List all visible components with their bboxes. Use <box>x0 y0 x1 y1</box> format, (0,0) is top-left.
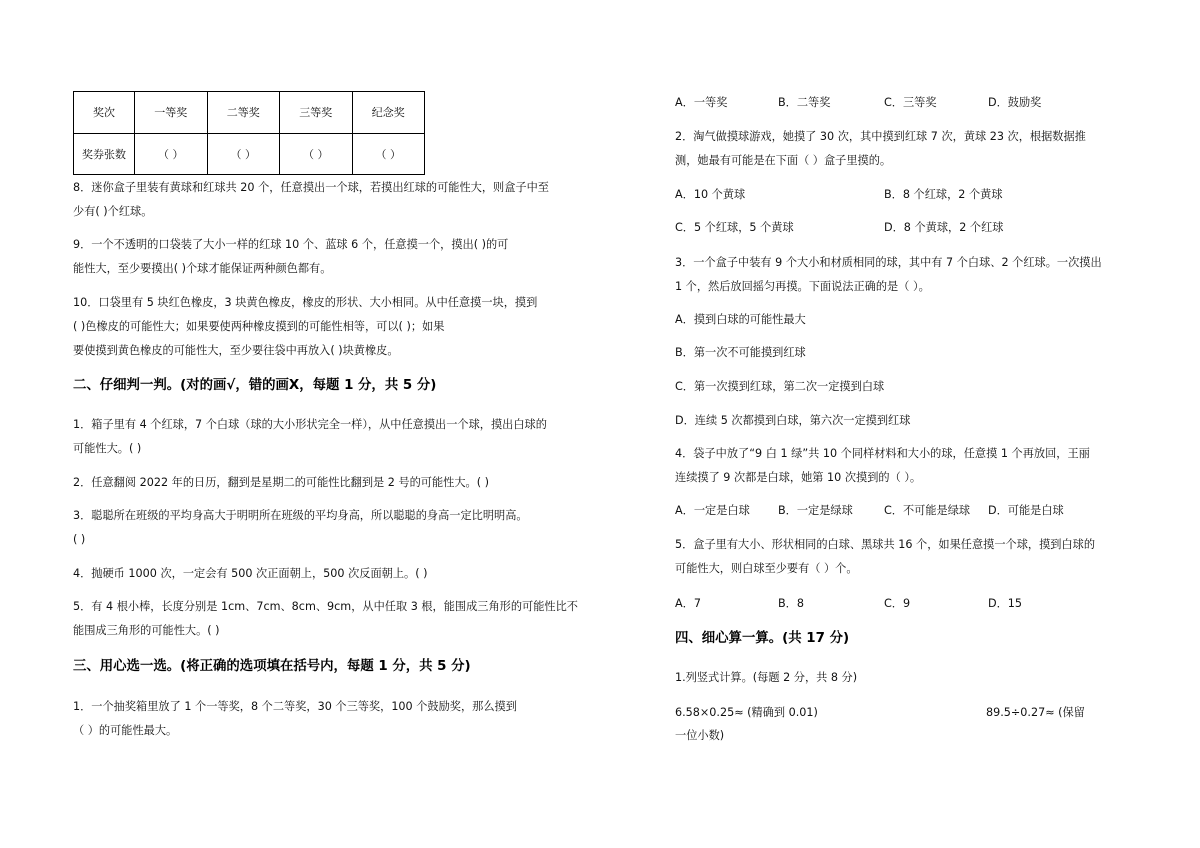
choice-2-option-c: C．5 个红球，5 个黄球 <box>675 221 794 234</box>
choice-2-line-1: 2．淘气做摸球游戏，她摸了 30 次，其中摸到红球 7 次，黄球 23 次，根据数据推 <box>675 130 1086 143</box>
calc-problem-2-continued: 一位小数) <box>675 729 725 742</box>
judge-5-line-2: 能围成三角形的可能性大。( ) <box>73 624 220 637</box>
choice-4-line-1: 4．袋子中放了“9 白 1 绿”共 10 个同样材料和大小的球，任意摸 1 个再放回，王丽 <box>675 447 1090 460</box>
choice-4-option-a: A．一定是白球 <box>675 504 750 517</box>
judge-3-line-1: 3．聪聪所在班级的平均身高大于明明所在班级的平均身高，所以聪聪的身高一定比明明高。 <box>73 509 528 522</box>
table-header-cell: 一等奖 <box>135 92 208 134</box>
judge-3-line-2: ( ) <box>73 533 86 546</box>
section-2-title: 二、仔细判一判。(对的画√，错的画X，每题 1 分，共 5 分) <box>73 378 437 393</box>
choice-4-option-d: D．可能是白球 <box>988 504 1064 517</box>
choice-4-line-2: 连续摸了 9 次都是白球，她第 10 次摸到的（ ）。 <box>675 471 922 484</box>
answer-blank[interactable]: （ ） <box>135 133 208 175</box>
table-row-label: 奖券张数 <box>74 133 135 175</box>
judge-4: 4．抛硬币 1000 次，一定会有 500 次正面朝上，500 次反面朝上。( ) <box>73 567 428 580</box>
choice-1-line-1: 1．一个抽奖箱里放了 1 个一等奖，8 个二等奖，30 个三等奖，100 个鼓励奖，那么摸到 <box>73 700 517 713</box>
question-9-line-1: 9．一个不透明的口袋装了大小一样的红球 10 个、蓝球 6 个，任意摸一个，摸出( )的可 <box>73 238 509 251</box>
choice-3-line-2: 1 个，然后放回摇匀再摸。下面说法正确的是（ ）。 <box>675 280 930 293</box>
table-row <box>74 133 425 175</box>
choice-3-option-c: C．第一次摸到红球，第二次一定摸到白球 <box>675 380 885 393</box>
question-8-line-2: 少有( )个红球。 <box>73 205 153 218</box>
calc-problem-1: 6.58×0.25≈ (精确到 0.01) <box>675 706 818 719</box>
choice-2-option-a: A．10 个黄球 <box>675 188 746 201</box>
choice-2-line-2: 测，她最有可能是在下面（ ）盒子里摸的。 <box>675 154 892 167</box>
choice-3-option-a: A．摸到白球的可能性最大 <box>675 313 806 326</box>
judge-1-line-2: 可能性大。( ) <box>73 442 142 455</box>
choice-5-option-b: B．8 <box>778 597 804 610</box>
question-9-line-2: 能性大，至少要摸出( )个球才能保证两种颜色都有。 <box>73 262 332 275</box>
table-header-cell: 三等奖 <box>280 92 353 134</box>
choice-3-line-1: 3．一个盒子中装有 9 个大小和材质相同的球，其中有 7 个白球、2 个红球。一次摸出 <box>675 256 1102 269</box>
question-10-line-2: ( )色橡皮的可能性大；如果要使两种橡皮摸到的可能性相等，可以( )；如果 <box>73 320 445 333</box>
choice-2-option-d: D．8 个黄球，2 个红球 <box>884 221 1004 234</box>
answer-blank[interactable]: （ ） <box>280 133 353 175</box>
answer-blank[interactable]: （ ） <box>352 133 425 175</box>
calc-problem-2: 89.5÷0.27≈ (保留 <box>986 706 1085 719</box>
choice-5-option-d: D．15 <box>988 597 1023 610</box>
choice-3-option-d: D．连续 5 次都摸到白球，第六次一定摸到红球 <box>675 414 911 427</box>
choice-1-option-c: C．三等奖 <box>884 96 937 109</box>
judge-2: 2．任意翻阅 2022 年的日历，翻到是星期二的可能性比翻到是 2 号的可能性大。( ) <box>73 476 490 489</box>
choice-5-line-2: 可能性大，则白球至少要有（ ）个。 <box>675 562 858 575</box>
choice-1-option-b: B．二等奖 <box>778 96 831 109</box>
section-4-title: 四、细心算一算。(共 17 分) <box>675 631 850 646</box>
judge-5-line-1: 5．有 4 根小棒，长度分别是 1cm、7cm、8cm、9cm，从中任取 3 根，能围成三角形的可能性比不 <box>73 600 578 613</box>
question-10-line-3: 要使摸到黄色橡皮的可能性大，至少要往袋中再放入( )块黄橡皮。 <box>73 344 399 357</box>
choice-5-line-1: 5．盒子里有大小、形状相同的白球、黑球共 16 个，如果任意摸一个球，摸到白球的 <box>675 538 1096 551</box>
choice-1-option-a: A．一等奖 <box>675 96 728 109</box>
calc-instructions: 1.列竖式计算。(每题 2 分，共 8 分) <box>675 671 858 684</box>
choice-4-option-b: B．一定是绿球 <box>778 504 853 517</box>
question-8-line-1: 8．迷你盒子里装有黄球和红球共 20 个，任意摸出一个球，若摸出红球的可能性大，则盒子中至 <box>73 181 549 194</box>
choice-4-option-c: C．不可能是绿球 <box>884 504 971 517</box>
judge-1-line-1: 1．箱子里有 4 个红球，7 个白球（球的大小形状完全一样），从中任意摸出一个球，摸出白球的 <box>73 418 547 431</box>
choice-5-option-c: C．9 <box>884 597 911 610</box>
question-10-line-1: 10．口袋里有 5 块红色橡皮，3 块黄色橡皮，橡皮的形状、大小相同。从中任意摸一块，摸到 <box>73 296 538 309</box>
table-header-cell: 二等奖 <box>207 92 280 134</box>
table-row <box>74 92 425 134</box>
choice-1-line-2: （ ）的可能性最大。 <box>73 724 178 737</box>
choice-5-option-a: A．7 <box>675 597 701 610</box>
table-header-cell: 奖次 <box>74 92 135 134</box>
prize-table <box>73 91 425 175</box>
choice-2-option-b: B．8 个红球，2 个黄球 <box>884 188 1003 201</box>
table-header-cell: 纪念奖 <box>352 92 425 134</box>
section-3-title: 三、用心选一选。(将正确的选项填在括号内，每题 1 分，共 5 分) <box>73 659 471 674</box>
choice-3-option-b: B．第一次不可能摸到红球 <box>675 346 806 359</box>
answer-blank[interactable]: （ ） <box>207 133 280 175</box>
choice-1-option-d: D．鼓励奖 <box>988 96 1042 109</box>
